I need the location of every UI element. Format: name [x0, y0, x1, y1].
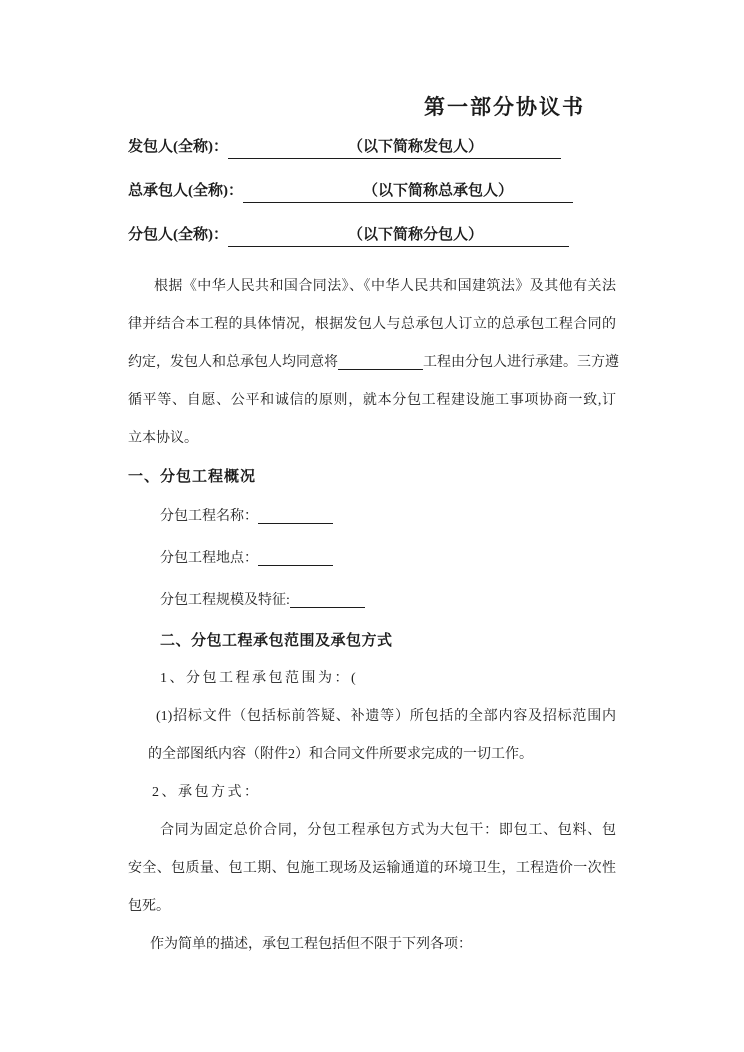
field-row-project-scale — [128, 580, 616, 622]
field-label-project-location: 分包工程地点： — [160, 551, 258, 566]
section2-item-1-sub1-line1: (1)招标文件（包括标前答疑、补遗等）所包括的全部内容及招标范围内 — [156, 709, 616, 724]
section2-item-2-para-line3: 包死。 — [128, 899, 170, 914]
party-row-employer — [128, 136, 616, 159]
party-row-general-contractor — [128, 180, 616, 203]
field-row-project-name — [128, 496, 616, 538]
field-label-project-name: 分包工程名称： — [160, 509, 258, 524]
preamble-line-4: 循平等、自愿、公平和诚信的原则，就本分包工程建设施工事项协商一致,订 — [128, 393, 616, 408]
party-note-employer: （以下简称发包人） — [348, 139, 484, 155]
field-blank-project-location[interactable] — [258, 548, 333, 566]
party-underline-general-contractor — [243, 181, 573, 203]
section2-closing-line: 作为简单的描述，承包工程包括但不限于下列各项： — [150, 937, 472, 952]
document-title: 第一部分协议书 — [424, 95, 585, 119]
document-body — [128, 268, 619, 964]
section2-item-2-para-line1: 合同为固定总价合同，分包工程承包方式为大包干：即包工、包料、包 — [160, 823, 616, 838]
field-label-project-scale: 分包工程规模及特征: — [160, 593, 290, 608]
section2-item-2: 2、承包方式： — [152, 785, 261, 800]
party-label-general-contractor: 总承包人(全称)： — [128, 183, 243, 199]
preamble-line-3-before: 约定，发包人和总承包人均同意将 — [128, 355, 338, 370]
party-underline-employer — [228, 137, 561, 159]
party-underline-subcontractor — [228, 225, 569, 247]
field-blank-project-name[interactable] — [258, 506, 333, 524]
project-name-blank[interactable] — [338, 352, 423, 370]
field-blank-project-scale[interactable] — [290, 590, 365, 608]
party-label-subcontractor: 分包人(全称)： — [128, 227, 228, 243]
preamble-line-1: 根据《中华人民共和国合同法》、《中华人民共和国建筑法》及其他有关法 — [154, 279, 616, 294]
party-note-subcontractor: （以下简称分包人） — [348, 227, 484, 243]
preamble-line-2: 律并结合本工程的具体情况，根据发包人与总承包人订立的总承包工程合同的 — [128, 317, 616, 332]
preamble-line-5: 立本协议。 — [128, 431, 198, 446]
section2-item-1-sub1-line2: 的全部图纸内容（附件2）和合同文件所要求完成的一切工作。 — [148, 747, 533, 762]
section1-heading: 一、分包工程概况 — [128, 469, 257, 485]
party-note-general-contractor: （以下简称总承包人） — [363, 183, 514, 199]
field-row-project-location — [128, 538, 616, 580]
party-row-subcontractor — [128, 224, 616, 247]
section2-item-1: 1、分包工程承包范围为：( — [160, 671, 359, 686]
party-label-employer: 发包人(全称)： — [128, 139, 228, 155]
section2-heading: 二、分包工程承包范围及承包方式 — [160, 633, 393, 649]
preamble-line-3 — [128, 344, 619, 382]
section2-item-2-para-line2: 安全、包质量、包工期、包施工现场及运输通道的环境卫生，工程造价一次性 — [128, 861, 616, 876]
preamble-line-3-after: 工程由分包人进行承建。三方遵 — [423, 355, 619, 370]
